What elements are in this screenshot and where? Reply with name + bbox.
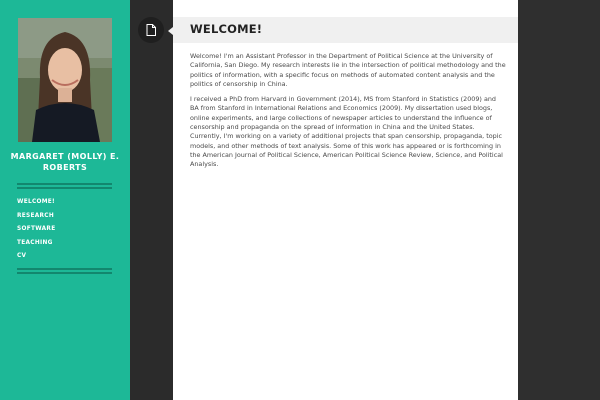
nav-item-cv[interactable]: CV: [17, 253, 27, 259]
content-body: [190, 52, 506, 176]
divider: [17, 183, 112, 185]
divider: [17, 272, 112, 274]
profile-photo: [18, 18, 112, 142]
right-panel: [518, 0, 600, 400]
page-title: WELCOME!: [190, 22, 263, 36]
sidebar-nav: [17, 198, 55, 266]
divider: [17, 187, 112, 189]
content-header: [173, 17, 518, 43]
nav-item-research[interactable]: RESEARCH: [17, 212, 55, 219]
nav-item-teaching[interactable]: TEACHING: [17, 239, 53, 246]
divider: [17, 268, 112, 270]
page-toggle-button[interactable]: [138, 17, 164, 43]
nav-item-welcome[interactable]: WELCOME!: [17, 199, 56, 205]
document-icon: [146, 24, 156, 36]
sidebar: [0, 0, 130, 400]
intro-paragraph: Welcome! I'm an Assistant Professor in the Department of Political Science at the University of California, San Diego. My research interests lie in the intersection of political methodology and the politics of information, with a specific focus on methods of automated content analysis and the politics of censorship in China.: [190, 52, 506, 88]
author-name: MARGARET (MOLLY) E. ROBERTS: [10, 152, 120, 172]
main-content: [173, 0, 518, 400]
left-gutter: [130, 0, 173, 400]
education-paragraph: I received a PhD from Harvard in Government (2014), MS from Stanford in Statistics (2009) and BA from Stanford in International Relations and Economics (2009). My dissertation used blogs, online experiments, and large collections of newspaper articles to understand the influence of censorship and propaganda on the spread of information in China and the United States. Currently, I'm working on a variety of additional projects that span censorship, propaganda, topic models, and other methods of text analysis. Some of this work has appeared or is forthcoming in the American Journal of Political Science, American Political Science Review, Science, and Political Analysis.: [190, 95, 503, 169]
nav-item-software[interactable]: SOFTWARE: [17, 226, 56, 232]
